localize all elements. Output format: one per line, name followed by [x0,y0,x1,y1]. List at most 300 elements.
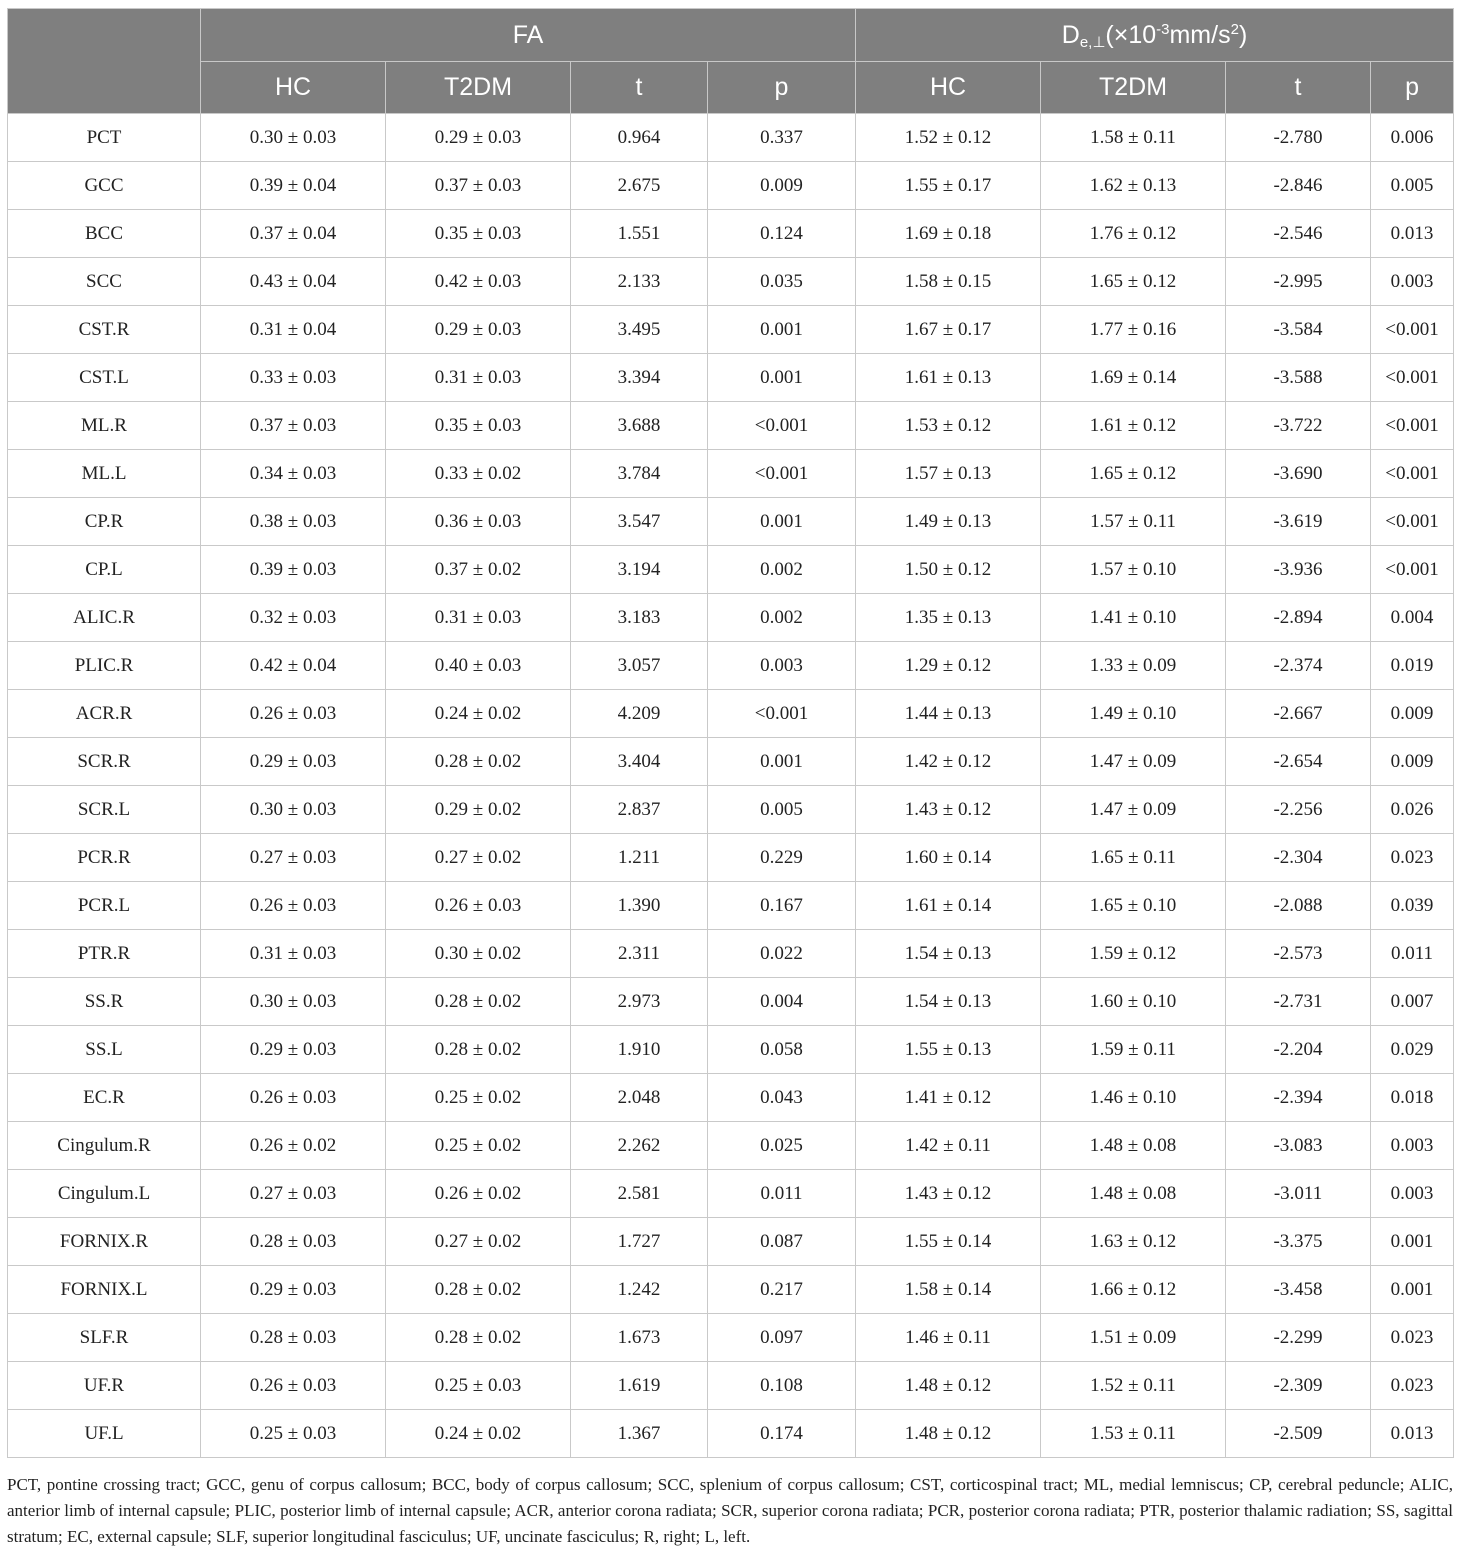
de-p-cell: 0.019 [1371,642,1454,690]
group-header-fa: FA [201,9,856,62]
results-table [7,8,1454,1458]
fa-t-cell: 1.242 [571,1266,708,1314]
de-t-cell: -3.011 [1226,1170,1371,1218]
column-header-fa-t: t [571,62,708,114]
de-t2dm-cell: 1.69 ± 0.14 [1041,354,1226,402]
fa-hc-cell: 0.37 ± 0.03 [201,402,386,450]
fa-p-cell: 0.022 [708,930,856,978]
fa-p-cell: 0.058 [708,1026,856,1074]
de-hc-cell: 1.60 ± 0.14 [856,834,1041,882]
de-exponent-1: -3 [1156,20,1170,38]
table-row [8,1362,1454,1410]
de-hc-cell: 1.35 ± 0.13 [856,594,1041,642]
fa-t-cell: 1.673 [571,1314,708,1362]
table-container [7,8,1453,1458]
fa-t2dm-cell: 0.35 ± 0.03 [386,402,571,450]
de-t-cell: -2.780 [1226,114,1371,162]
de-hc-cell: 1.55 ± 0.13 [856,1026,1041,1074]
de-t-cell: -3.619 [1226,498,1371,546]
region-name-cell: PLIC.R [8,642,201,690]
de-p-cell: <0.001 [1371,354,1454,402]
region-name-cell: SCR.R [8,738,201,786]
de-hc-cell: 1.58 ± 0.14 [856,1266,1041,1314]
de-t-cell: -2.846 [1226,162,1371,210]
region-name-cell: Cingulum.L [8,1170,201,1218]
de-hc-cell: 1.42 ± 0.12 [856,738,1041,786]
fa-hc-cell: 0.39 ± 0.03 [201,546,386,594]
de-t-cell: -3.588 [1226,354,1371,402]
fa-t-cell: 2.837 [571,786,708,834]
region-name-cell: Cingulum.R [8,1122,201,1170]
de-t2dm-cell: 1.53 ± 0.11 [1041,1410,1226,1458]
table-row [8,1026,1454,1074]
column-header-de-t: t [1226,62,1371,114]
de-hc-cell: 1.61 ± 0.13 [856,354,1041,402]
de-t2dm-cell: 1.66 ± 0.12 [1041,1266,1226,1314]
de-hc-cell: 1.67 ± 0.17 [856,306,1041,354]
de-p-cell: 0.029 [1371,1026,1454,1074]
de-hc-cell: 1.49 ± 0.13 [856,498,1041,546]
fa-p-cell: 0.108 [708,1362,856,1410]
region-name-cell: ML.L [8,450,201,498]
de-t-cell: -2.394 [1226,1074,1371,1122]
de-p-cell: 0.013 [1371,1410,1454,1458]
fa-t-cell: 3.688 [571,402,708,450]
de-t2dm-cell: 1.57 ± 0.11 [1041,498,1226,546]
fa-p-cell: <0.001 [708,402,856,450]
table-header [8,9,1454,114]
fa-hc-cell: 0.26 ± 0.03 [201,1074,386,1122]
column-header-de-t2dm: T2DM [1041,62,1226,114]
fa-hc-cell: 0.25 ± 0.03 [201,1410,386,1458]
table-row [8,498,1454,546]
de-p-cell: <0.001 [1371,306,1454,354]
de-t-cell: -2.256 [1226,786,1371,834]
fa-p-cell: <0.001 [708,690,856,738]
fa-t-cell: 1.211 [571,834,708,882]
table-row [8,306,1454,354]
fa-t2dm-cell: 0.26 ± 0.03 [386,882,571,930]
fa-hc-cell: 0.30 ± 0.03 [201,114,386,162]
table-row [8,1266,1454,1314]
fa-hc-cell: 0.26 ± 0.03 [201,1362,386,1410]
fa-t2dm-cell: 0.28 ± 0.02 [386,738,571,786]
de-symbol: D [1061,20,1080,49]
de-p-cell: 0.023 [1371,1362,1454,1410]
table-row [8,1074,1454,1122]
fa-hc-cell: 0.30 ± 0.03 [201,978,386,1026]
column-header-fa-p: p [708,62,856,114]
de-hc-cell: 1.50 ± 0.12 [856,546,1041,594]
de-t-cell: -3.722 [1226,402,1371,450]
de-t2dm-cell: 1.58 ± 0.11 [1041,114,1226,162]
fa-hc-cell: 0.27 ± 0.03 [201,1170,386,1218]
de-t-cell: -2.546 [1226,210,1371,258]
column-header-de-hc: HC [856,62,1041,114]
fa-t-cell: 3.495 [571,306,708,354]
de-unit-b: mm/s [1169,20,1231,49]
de-p-cell: 0.023 [1371,834,1454,882]
fa-hc-cell: 0.27 ± 0.03 [201,834,386,882]
table-row [8,258,1454,306]
fa-t2dm-cell: 0.26 ± 0.02 [386,1170,571,1218]
de-t-cell: -2.204 [1226,1026,1371,1074]
de-t2dm-cell: 1.61 ± 0.12 [1041,402,1226,450]
de-t-cell: -2.894 [1226,594,1371,642]
fa-hc-cell: 0.29 ± 0.03 [201,1266,386,1314]
fa-t2dm-cell: 0.31 ± 0.03 [386,354,571,402]
table-row [8,210,1454,258]
fa-t2dm-cell: 0.28 ± 0.02 [386,1026,571,1074]
de-t-cell: -3.458 [1226,1266,1371,1314]
de-t2dm-cell: 1.59 ± 0.11 [1041,1026,1226,1074]
table-row [8,1314,1454,1362]
fa-t2dm-cell: 0.40 ± 0.03 [386,642,571,690]
fa-hc-cell: 0.30 ± 0.03 [201,786,386,834]
fa-t2dm-cell: 0.29 ± 0.02 [386,786,571,834]
de-p-cell: 0.023 [1371,1314,1454,1362]
de-t-cell: -3.584 [1226,306,1371,354]
de-p-cell: 0.018 [1371,1074,1454,1122]
table-row [8,738,1454,786]
de-p-cell: 0.003 [1371,258,1454,306]
column-header-fa-t2dm: T2DM [386,62,571,114]
region-name-cell: PCR.L [8,882,201,930]
fa-p-cell: 0.217 [708,1266,856,1314]
fa-p-cell: 0.337 [708,114,856,162]
fa-p-cell: 0.001 [708,738,856,786]
de-hc-cell: 1.61 ± 0.14 [856,882,1041,930]
fa-t2dm-cell: 0.25 ± 0.03 [386,1362,571,1410]
fa-t-cell: 2.581 [571,1170,708,1218]
fa-hc-cell: 0.37 ± 0.04 [201,210,386,258]
de-hc-cell: 1.41 ± 0.12 [856,1074,1041,1122]
de-p-cell: 0.007 [1371,978,1454,1026]
de-t-cell: -2.995 [1226,258,1371,306]
fa-t2dm-cell: 0.28 ± 0.02 [386,1266,571,1314]
region-name-cell: CP.L [8,546,201,594]
column-header-de-p: p [1371,62,1454,114]
de-p-cell: 0.011 [1371,930,1454,978]
de-t2dm-cell: 1.47 ± 0.09 [1041,738,1226,786]
fa-t2dm-cell: 0.30 ± 0.02 [386,930,571,978]
fa-p-cell: 0.229 [708,834,856,882]
de-hc-cell: 1.48 ± 0.12 [856,1410,1041,1458]
de-hc-cell: 1.43 ± 0.12 [856,786,1041,834]
fa-p-cell: 0.005 [708,786,856,834]
fa-hc-cell: 0.34 ± 0.03 [201,450,386,498]
fa-t-cell: 3.194 [571,546,708,594]
table-row [8,1122,1454,1170]
fa-t-cell: 2.675 [571,162,708,210]
fa-t2dm-cell: 0.31 ± 0.03 [386,594,571,642]
fa-p-cell: 0.025 [708,1122,856,1170]
de-t2dm-cell: 1.77 ± 0.16 [1041,306,1226,354]
region-name-cell: EC.R [8,1074,201,1122]
de-p-cell: 0.009 [1371,690,1454,738]
table-row [8,834,1454,882]
fa-t2dm-cell: 0.29 ± 0.03 [386,306,571,354]
table-row [8,930,1454,978]
fa-hc-cell: 0.29 ± 0.03 [201,738,386,786]
de-hc-cell: 1.55 ± 0.17 [856,162,1041,210]
region-name-cell: CST.R [8,306,201,354]
de-t2dm-cell: 1.33 ± 0.09 [1041,642,1226,690]
fa-hc-cell: 0.26 ± 0.03 [201,882,386,930]
region-name-cell: SS.R [8,978,201,1026]
region-name-cell: ALIC.R [8,594,201,642]
fa-p-cell: 0.002 [708,546,856,594]
fa-p-cell: 0.174 [708,1410,856,1458]
fa-t2dm-cell: 0.36 ± 0.03 [386,498,571,546]
de-hc-cell: 1.53 ± 0.12 [856,402,1041,450]
region-name-cell: PCT [8,114,201,162]
de-t-cell: -3.690 [1226,450,1371,498]
region-name-cell: SCC [8,258,201,306]
fa-t2dm-cell: 0.24 ± 0.02 [386,1410,571,1458]
fa-p-cell: 0.124 [708,210,856,258]
de-t2dm-cell: 1.49 ± 0.10 [1041,690,1226,738]
de-t-cell: -2.509 [1226,1410,1371,1458]
corner-header-cell [8,9,201,114]
fa-t2dm-cell: 0.25 ± 0.02 [386,1122,571,1170]
de-t2dm-cell: 1.41 ± 0.10 [1041,594,1226,642]
table-row [8,162,1454,210]
region-name-cell: FORNIX.L [8,1266,201,1314]
fa-t2dm-cell: 0.37 ± 0.03 [386,162,571,210]
de-hc-cell: 1.46 ± 0.11 [856,1314,1041,1362]
fa-hc-cell: 0.43 ± 0.04 [201,258,386,306]
table-row [8,354,1454,402]
de-hc-cell: 1.54 ± 0.13 [856,978,1041,1026]
de-t2dm-cell: 1.46 ± 0.10 [1041,1074,1226,1122]
de-hc-cell: 1.42 ± 0.11 [856,1122,1041,1170]
fa-hc-cell: 0.42 ± 0.04 [201,642,386,690]
de-p-cell: <0.001 [1371,402,1454,450]
fa-hc-cell: 0.33 ± 0.03 [201,354,386,402]
fa-p-cell: 0.167 [708,882,856,930]
fa-t-cell: 4.209 [571,690,708,738]
region-name-cell: CST.L [8,354,201,402]
fa-p-cell: 0.003 [708,642,856,690]
table-body [8,114,1454,1458]
de-p-cell: 0.003 [1371,1170,1454,1218]
fa-t2dm-cell: 0.29 ± 0.03 [386,114,571,162]
region-name-cell: PTR.R [8,930,201,978]
region-name-cell: CP.R [8,498,201,546]
fa-hc-cell: 0.31 ± 0.03 [201,930,386,978]
fa-t2dm-cell: 0.27 ± 0.02 [386,1218,571,1266]
fa-t-cell: 2.973 [571,978,708,1026]
de-hc-cell: 1.57 ± 0.13 [856,450,1041,498]
fa-t-cell: 2.311 [571,930,708,978]
table-row [8,690,1454,738]
fa-t-cell: 3.183 [571,594,708,642]
fa-p-cell: 0.009 [708,162,856,210]
de-t2dm-cell: 1.48 ± 0.08 [1041,1170,1226,1218]
table-row [8,642,1454,690]
table-row [8,786,1454,834]
region-name-cell: ML.R [8,402,201,450]
column-header-fa-hc: HC [201,62,386,114]
de-t2dm-cell: 1.62 ± 0.13 [1041,162,1226,210]
fa-t-cell: 1.619 [571,1362,708,1410]
de-t2dm-cell: 1.48 ± 0.08 [1041,1122,1226,1170]
fa-t-cell: 1.367 [571,1410,708,1458]
fa-hc-cell: 0.38 ± 0.03 [201,498,386,546]
table-row [8,1410,1454,1458]
de-p-cell: 0.003 [1371,1122,1454,1170]
fa-t2dm-cell: 0.24 ± 0.02 [386,690,571,738]
de-hc-cell: 1.58 ± 0.15 [856,258,1041,306]
fa-t-cell: 3.547 [571,498,708,546]
de-t2dm-cell: 1.57 ± 0.10 [1041,546,1226,594]
fa-p-cell: 0.001 [708,498,856,546]
de-t2dm-cell: 1.65 ± 0.11 [1041,834,1226,882]
de-hc-cell: 1.52 ± 0.12 [856,114,1041,162]
fa-t-cell: 3.784 [571,450,708,498]
fa-t-cell: 3.057 [571,642,708,690]
de-hc-cell: 1.48 ± 0.12 [856,1362,1041,1410]
de-p-cell: 0.013 [1371,210,1454,258]
region-name-cell: SCR.L [8,786,201,834]
table-row [8,114,1454,162]
fa-t-cell: 1.910 [571,1026,708,1074]
table-row [8,546,1454,594]
de-t2dm-cell: 1.65 ± 0.12 [1041,258,1226,306]
fa-p-cell: 0.001 [708,306,856,354]
fa-hc-cell: 0.29 ± 0.03 [201,1026,386,1074]
fa-t2dm-cell: 0.37 ± 0.02 [386,546,571,594]
fa-p-cell: 0.011 [708,1170,856,1218]
de-p-cell: 0.001 [1371,1218,1454,1266]
fa-t-cell: 0.964 [571,114,708,162]
de-t-cell: -2.654 [1226,738,1371,786]
region-name-cell: SLF.R [8,1314,201,1362]
fa-t2dm-cell: 0.27 ± 0.02 [386,834,571,882]
de-t2dm-cell: 1.65 ± 0.10 [1041,882,1226,930]
de-t2dm-cell: 1.59 ± 0.12 [1041,930,1226,978]
table-row [8,1218,1454,1266]
fa-hc-cell: 0.39 ± 0.04 [201,162,386,210]
region-name-cell: GCC [8,162,201,210]
region-name-cell: UF.R [8,1362,201,1410]
de-t-cell: -2.731 [1226,978,1371,1026]
table-row [8,882,1454,930]
de-p-cell: 0.005 [1371,162,1454,210]
de-hc-cell: 1.54 ± 0.13 [856,930,1041,978]
de-t-cell: -2.299 [1226,1314,1371,1362]
table-row [8,402,1454,450]
de-t-cell: -2.309 [1226,1362,1371,1410]
de-t2dm-cell: 1.76 ± 0.12 [1041,210,1226,258]
fa-t-cell: 3.394 [571,354,708,402]
fa-p-cell: <0.001 [708,450,856,498]
de-t2dm-cell: 1.51 ± 0.09 [1041,1314,1226,1362]
de-t2dm-cell: 1.47 ± 0.09 [1041,786,1226,834]
region-name-cell: PCR.R [8,834,201,882]
table-footnote: PCT, pontine crossing tract; GCC, genu of corpus callosum; BCC, body of corpus callosum; SCC, splenium of corpus callosum; CST, corticospinal tract; ML, medial lemniscus; CP, cerebral peduncle; ALIC, anterior limb of internal capsule; PLIC, posterior limb of internal capsule; ACR, anterior corona radiata; SCR, superior corona radiata; PCR, posterior corona radiata; PTR, posterior thalamic radiation; SS, sagittal stratum; EC, external capsule; SLF, superior longitudinal fasciculus; UF, uncinate fasciculus; R, right; L, left. [7,1475,1453,1546]
de-p-cell: <0.001 [1371,450,1454,498]
de-t-cell: -3.375 [1226,1218,1371,1266]
de-t-cell: -2.088 [1226,882,1371,930]
fa-hc-cell: 0.28 ± 0.03 [201,1314,386,1362]
de-p-cell: 0.039 [1371,882,1454,930]
fa-t-cell: 2.262 [571,1122,708,1170]
de-hc-cell: 1.69 ± 0.18 [856,210,1041,258]
de-p-cell: <0.001 [1371,546,1454,594]
de-p-cell: 0.026 [1371,786,1454,834]
fa-t2dm-cell: 0.25 ± 0.02 [386,1074,571,1122]
fa-t-cell: 1.551 [571,210,708,258]
region-name-cell: SS.L [8,1026,201,1074]
de-hc-cell: 1.43 ± 0.12 [856,1170,1041,1218]
fa-hc-cell: 0.31 ± 0.04 [201,306,386,354]
fa-hc-cell: 0.28 ± 0.03 [201,1218,386,1266]
de-hc-cell: 1.29 ± 0.12 [856,642,1041,690]
fa-t2dm-cell: 0.42 ± 0.03 [386,258,571,306]
group-header-de-perp [856,9,1454,62]
fa-hc-cell: 0.26 ± 0.02 [201,1122,386,1170]
de-p-cell: 0.006 [1371,114,1454,162]
fa-p-cell: 0.002 [708,594,856,642]
fa-t-cell: 1.727 [571,1218,708,1266]
de-t-cell: -2.374 [1226,642,1371,690]
region-name-cell: FORNIX.R [8,1218,201,1266]
de-t-cell: -3.083 [1226,1122,1371,1170]
de-exponent-2: 2 [1230,20,1239,38]
fa-p-cell: 0.043 [708,1074,856,1122]
fa-hc-cell: 0.26 ± 0.03 [201,690,386,738]
fa-t2dm-cell: 0.28 ± 0.02 [386,1314,571,1362]
de-unit-a: (×10 [1105,20,1157,49]
table-row [8,450,1454,498]
de-t-cell: -2.667 [1226,690,1371,738]
fa-p-cell: 0.001 [708,354,856,402]
fa-t-cell: 3.404 [571,738,708,786]
de-t-cell: -3.936 [1226,546,1371,594]
region-name-cell: ACR.R [8,690,201,738]
de-hc-cell: 1.44 ± 0.13 [856,690,1041,738]
fa-t-cell: 1.390 [571,882,708,930]
de-t2dm-cell: 1.60 ± 0.10 [1041,978,1226,1026]
fa-p-cell: 0.087 [708,1218,856,1266]
fa-p-cell: 0.004 [708,978,856,1026]
fa-t2dm-cell: 0.28 ± 0.02 [386,978,571,1026]
fa-t-cell: 2.133 [571,258,708,306]
de-p-cell: <0.001 [1371,498,1454,546]
de-p-cell: 0.001 [1371,1266,1454,1314]
region-name-cell: BCC [8,210,201,258]
fa-t2dm-cell: 0.35 ± 0.03 [386,210,571,258]
region-name-cell: UF.L [8,1410,201,1458]
de-p-cell: 0.004 [1371,594,1454,642]
de-t2dm-cell: 1.63 ± 0.12 [1041,1218,1226,1266]
de-close-paren: ) [1238,20,1248,49]
table-row [8,978,1454,1026]
de-t2dm-cell: 1.52 ± 0.11 [1041,1362,1226,1410]
de-hc-cell: 1.55 ± 0.14 [856,1218,1041,1266]
fa-p-cell: 0.035 [708,258,856,306]
table-row [8,1170,1454,1218]
table-row [8,594,1454,642]
fa-hc-cell: 0.32 ± 0.03 [201,594,386,642]
de-t-cell: -2.573 [1226,930,1371,978]
de-t-cell: -2.304 [1226,834,1371,882]
fa-t-cell: 2.048 [571,1074,708,1122]
de-subscript: e,⊥ [1079,33,1106,51]
fa-p-cell: 0.097 [708,1314,856,1362]
